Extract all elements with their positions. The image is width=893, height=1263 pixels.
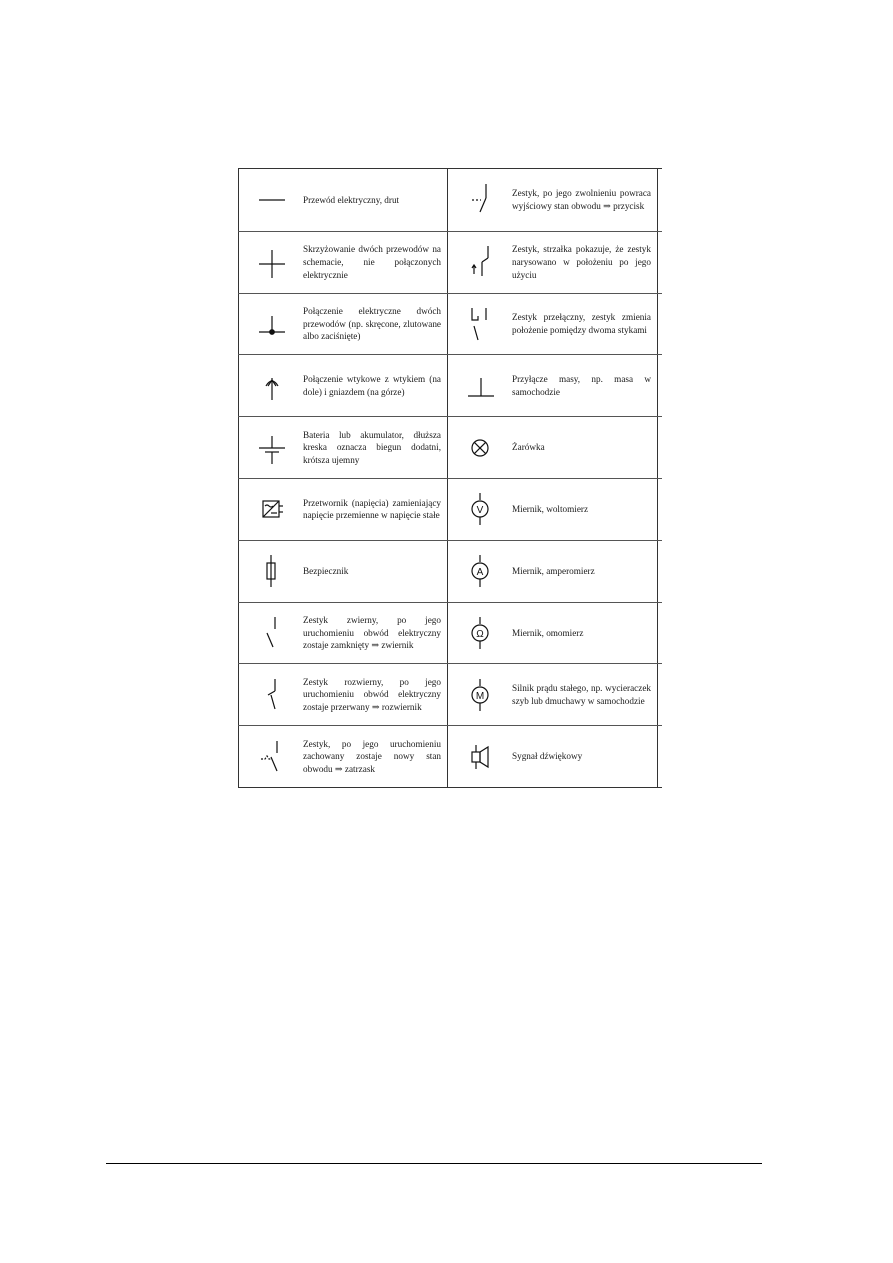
- symbol-cell: [448, 232, 658, 293]
- symbol-cell: [238, 232, 448, 293]
- symbol-cell: [238, 541, 448, 602]
- dc-motor-icon: [448, 664, 512, 725]
- symbol-cell: [238, 355, 448, 416]
- ohmmeter-icon: [448, 603, 512, 664]
- symbol-description: Przetwornik (napięcia) zamieniający napięcie przemienne w napięcie stałe: [303, 497, 441, 521]
- motor-glyph: M: [475, 690, 485, 702]
- symbol-table: [238, 168, 662, 788]
- symbol-cell: [448, 541, 658, 602]
- wire-icon: [239, 169, 303, 231]
- symbol-cell: [448, 726, 658, 787]
- footer-rule: [106, 1163, 762, 1164]
- symbol-cell: [448, 479, 658, 540]
- ground-icon: [448, 355, 512, 416]
- symbol-description: Zestyk, strzałka pokazuje, że zestyk narysowano w położeniu po jego użyciu: [512, 244, 651, 280]
- latching-contact-icon: [239, 726, 303, 787]
- symbol-description: Miernik, omomierz: [512, 627, 584, 638]
- symbol-cell: [448, 294, 658, 355]
- no-contact-icon: [239, 603, 303, 664]
- symbol-description: Skrzyżowanie dwóch przewodów na schemacie, nie połączonych elektrycznie: [303, 244, 441, 280]
- symbol-cell: [448, 603, 658, 664]
- symbol-description: Bezpiecznik: [303, 565, 349, 576]
- voltmeter-icon: [448, 479, 512, 540]
- symbol-description: Silnik prądu stałego, np. wycieraczek szyb lub dmuchawy w samochodzie: [512, 683, 651, 706]
- symbol-description: Przyłącze masy, np. masa w samochodzie: [512, 374, 651, 397]
- ammeter-glyph: A: [476, 567, 484, 579]
- symbol-description: Zestyk zwierny, po jego uruchomieniu obwód elektryczny zostaje zamknięty ⇒ zwiernik: [303, 614, 441, 651]
- plug-connection-icon: [239, 355, 303, 416]
- table-row: [238, 478, 662, 540]
- actuated-contact-icon: [448, 232, 512, 293]
- symbol-description: Zestyk, po jego uruchomieniu zachowany zostaje nowy stan obwodu ⇒ zatrzask: [303, 738, 441, 774]
- table-row: [238, 602, 662, 664]
- symbol-description: Zestyk przełączny, zestyk zmienia położenie pomiędzy dwoma stykami: [512, 312, 651, 335]
- symbol-description: Żarówka: [512, 442, 545, 453]
- symbol-cell: [448, 355, 658, 416]
- table-row: [238, 231, 662, 293]
- symbol-cell: [238, 479, 448, 540]
- symbol-cell: [238, 417, 448, 478]
- table-row: [238, 293, 662, 355]
- symbol-cell: [448, 417, 658, 478]
- table-row: [238, 540, 662, 602]
- symbol-cell: [238, 603, 448, 664]
- symbol-cell: [448, 664, 658, 725]
- changeover-contact-icon: [448, 294, 512, 355]
- symbol-description: Miernik, woltomierz: [512, 504, 589, 515]
- junction-icon: [239, 294, 303, 355]
- nc-contact-icon: [239, 664, 303, 725]
- symbol-description: Przewód elektryczny, drut: [303, 194, 400, 205]
- symbol-description: Połączenie wtykowe z wtykiem (na dole) i gniazdem (na górze): [303, 374, 441, 397]
- fuse-icon: [239, 541, 303, 602]
- table-row: [238, 416, 662, 478]
- symbol-description: Sygnał dźwiękowy: [512, 751, 583, 762]
- symbol-description: Zestyk, po jego zwolnieniu powraca wyjściowy stan obwodu ⇒ przycisk: [512, 188, 651, 211]
- table-row: [238, 169, 662, 231]
- lamp-icon: [448, 417, 512, 478]
- symbol-cell: [238, 169, 448, 231]
- symbol-description: Zestyk rozwierny, po jego uruchomieniu obwód elektryczny zostaje przerwany ⇒ rozwiernik: [303, 676, 441, 713]
- ohmmeter-glyph: Ω: [476, 628, 484, 640]
- symbol-cell: [238, 726, 448, 787]
- converter-icon: [239, 479, 303, 540]
- symbol-description: Połączenie elektryczne dwóch przewodów (np. skręcone, zlutowane albo zaciśnięte): [303, 305, 441, 342]
- symbol-description: Miernik, amperomierz: [512, 565, 595, 576]
- table-row: [238, 354, 662, 416]
- crossing-wires-icon: [239, 232, 303, 293]
- symbol-cell: [448, 169, 658, 231]
- table-row: [238, 663, 662, 725]
- symbol-cell: [238, 664, 448, 725]
- table-row: [238, 725, 662, 787]
- symbol-description: Bateria lub akumulator, dłuższa kreska oznacza biegun dodatni, krótsza ujemny: [303, 429, 441, 465]
- battery-icon: [239, 417, 303, 478]
- push-button-nc-icon: [448, 169, 512, 231]
- horn-icon: [448, 726, 512, 787]
- voltmeter-glyph: V: [476, 505, 484, 517]
- ammeter-icon: [448, 541, 512, 602]
- symbol-cell: [238, 294, 448, 355]
